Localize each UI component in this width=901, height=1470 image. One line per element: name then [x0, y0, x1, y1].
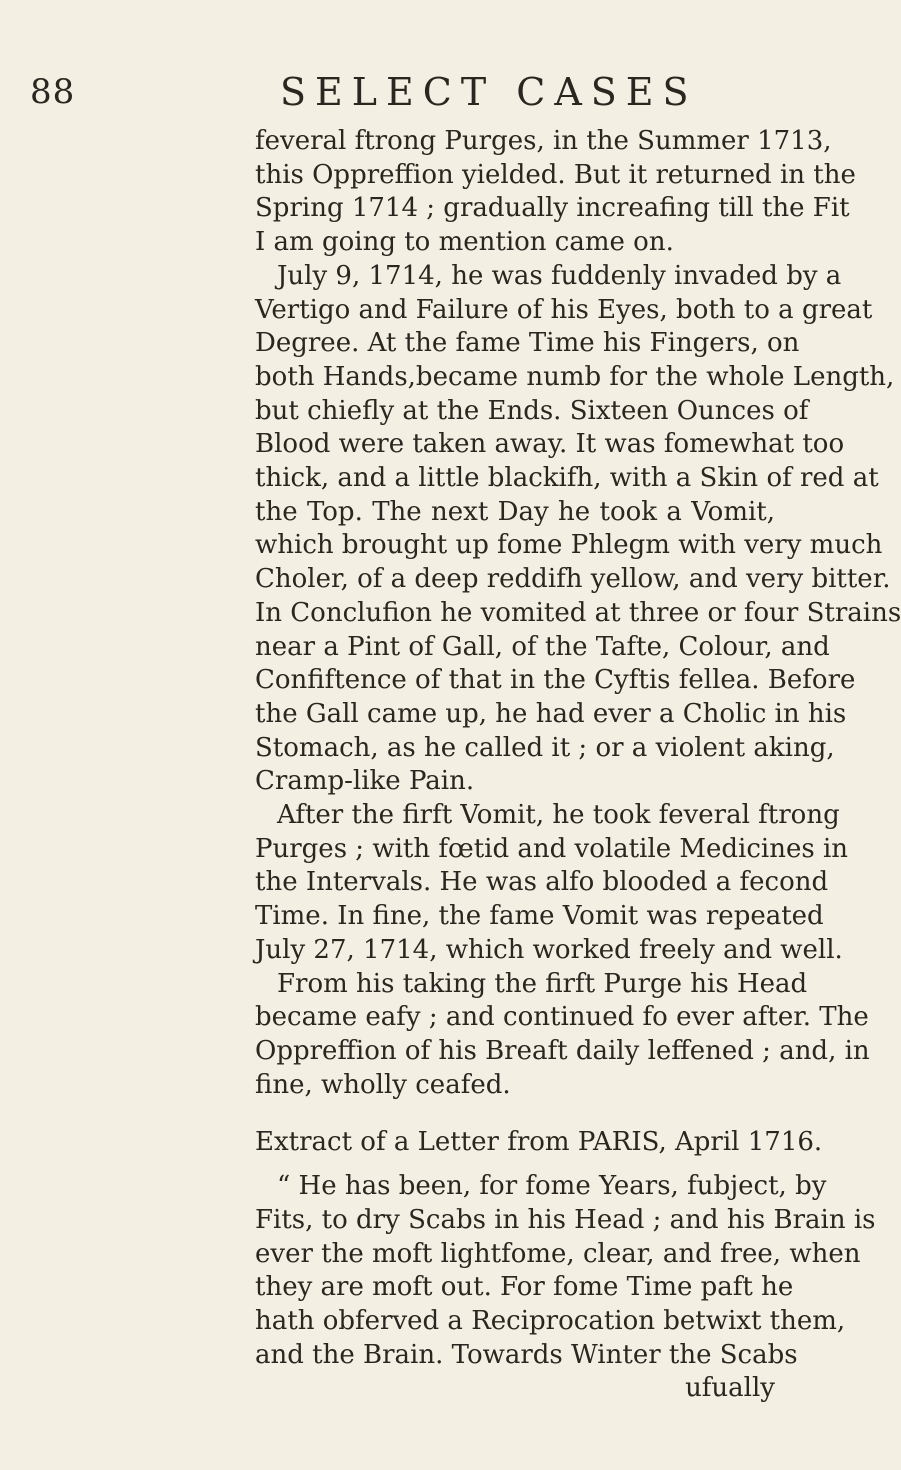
text-line: the Gall came up, he had ever a Cholic in his [255, 698, 847, 729]
text-line: July 27, 1714, which worked freely and well. [255, 934, 843, 965]
text-line: ever the moft lightfome, clear, and free, when [255, 1238, 861, 1269]
text-line: thick, and a little blackifh, with a Skin of red at [255, 463, 879, 494]
text-line: Purges ; with fœtid and volatile Medicines in [255, 833, 849, 864]
text-line: the Intervals. He was alfo blooded a fecond [255, 867, 829, 898]
text-line: became eafy ; and continued fo ever after. The [255, 1002, 869, 1033]
text-line: but chiefly at the Ends. Sixteen Ounces of [255, 395, 809, 426]
text-line: Confiftence of that in the Cyftis fellea. Before [255, 665, 856, 696]
text-line: hath obferved a Reciprocation betwixt them, [255, 1305, 846, 1336]
text-line: Degree. At the fame Time his Fingers, on [255, 328, 800, 359]
text-line: July 9, 1714, he was fuddenly invaded by a [277, 260, 842, 291]
text-line: After the firft Vomit, he took feveral ftrong [277, 800, 840, 831]
text-line: both Hands,became numb for the whole Length, [255, 361, 895, 392]
text-line: feveral ftrong Purges, in the Summer 1713, [255, 126, 832, 156]
text-line: and the Brain. Towards Winter the Scabs [255, 1339, 798, 1370]
text-line: fine, wholly ceafed. [255, 1069, 511, 1100]
text-line: the Top. The next Day he took a Vomit, [255, 496, 775, 527]
text-line: Vertigo and Failure of his Eyes, both to a great [255, 294, 873, 325]
text-line: Time. In fine, the fame Vomit was repeated [255, 901, 824, 932]
text-line: Blood were taken away. It was fomewhat too [255, 429, 845, 460]
catchword: ufually [685, 1373, 775, 1404]
text-line: Fits, to dry Scabs in his Head ; and his Brain is [255, 1204, 876, 1235]
body-text [255, 125, 901, 1406]
text-line: Oppreffion of his Breaft daily leffened ; and, in [255, 1035, 870, 1066]
text-line: I am going to mention came on. [255, 227, 674, 258]
text-line: “ He has been, for fome Years, fubject, by [277, 1171, 827, 1202]
text-line: which brought up fome Phlegm with very much [255, 530, 883, 561]
text-line: Spring 1714 ; gradually increafing till the Fit [255, 193, 850, 224]
running-head: SELECT CASES [280, 70, 698, 114]
text-line: they are moft out. For fome Time paft he [255, 1272, 794, 1303]
page-number: 88 [30, 72, 76, 112]
text-line: In Conclufion he vomited at three or four Strains [255, 597, 901, 628]
letter-heading: Extract of a Letter from PARIS, April 1716. [255, 1127, 823, 1158]
text-line: From his taking the firft Purge his Head [277, 968, 808, 999]
text-line: Choler, of a deep reddifh yellow, and very bitter. [255, 564, 891, 595]
text-line: Stomach, as he called it ; or a violent aking, [255, 732, 835, 763]
text-line: near a Pint of Gall, of the Tafte, Colour, and [255, 631, 830, 662]
text-line: this Oppreffion yielded. But it returned in the [255, 159, 856, 190]
text-line: Cramp-like Pain. [255, 766, 475, 797]
